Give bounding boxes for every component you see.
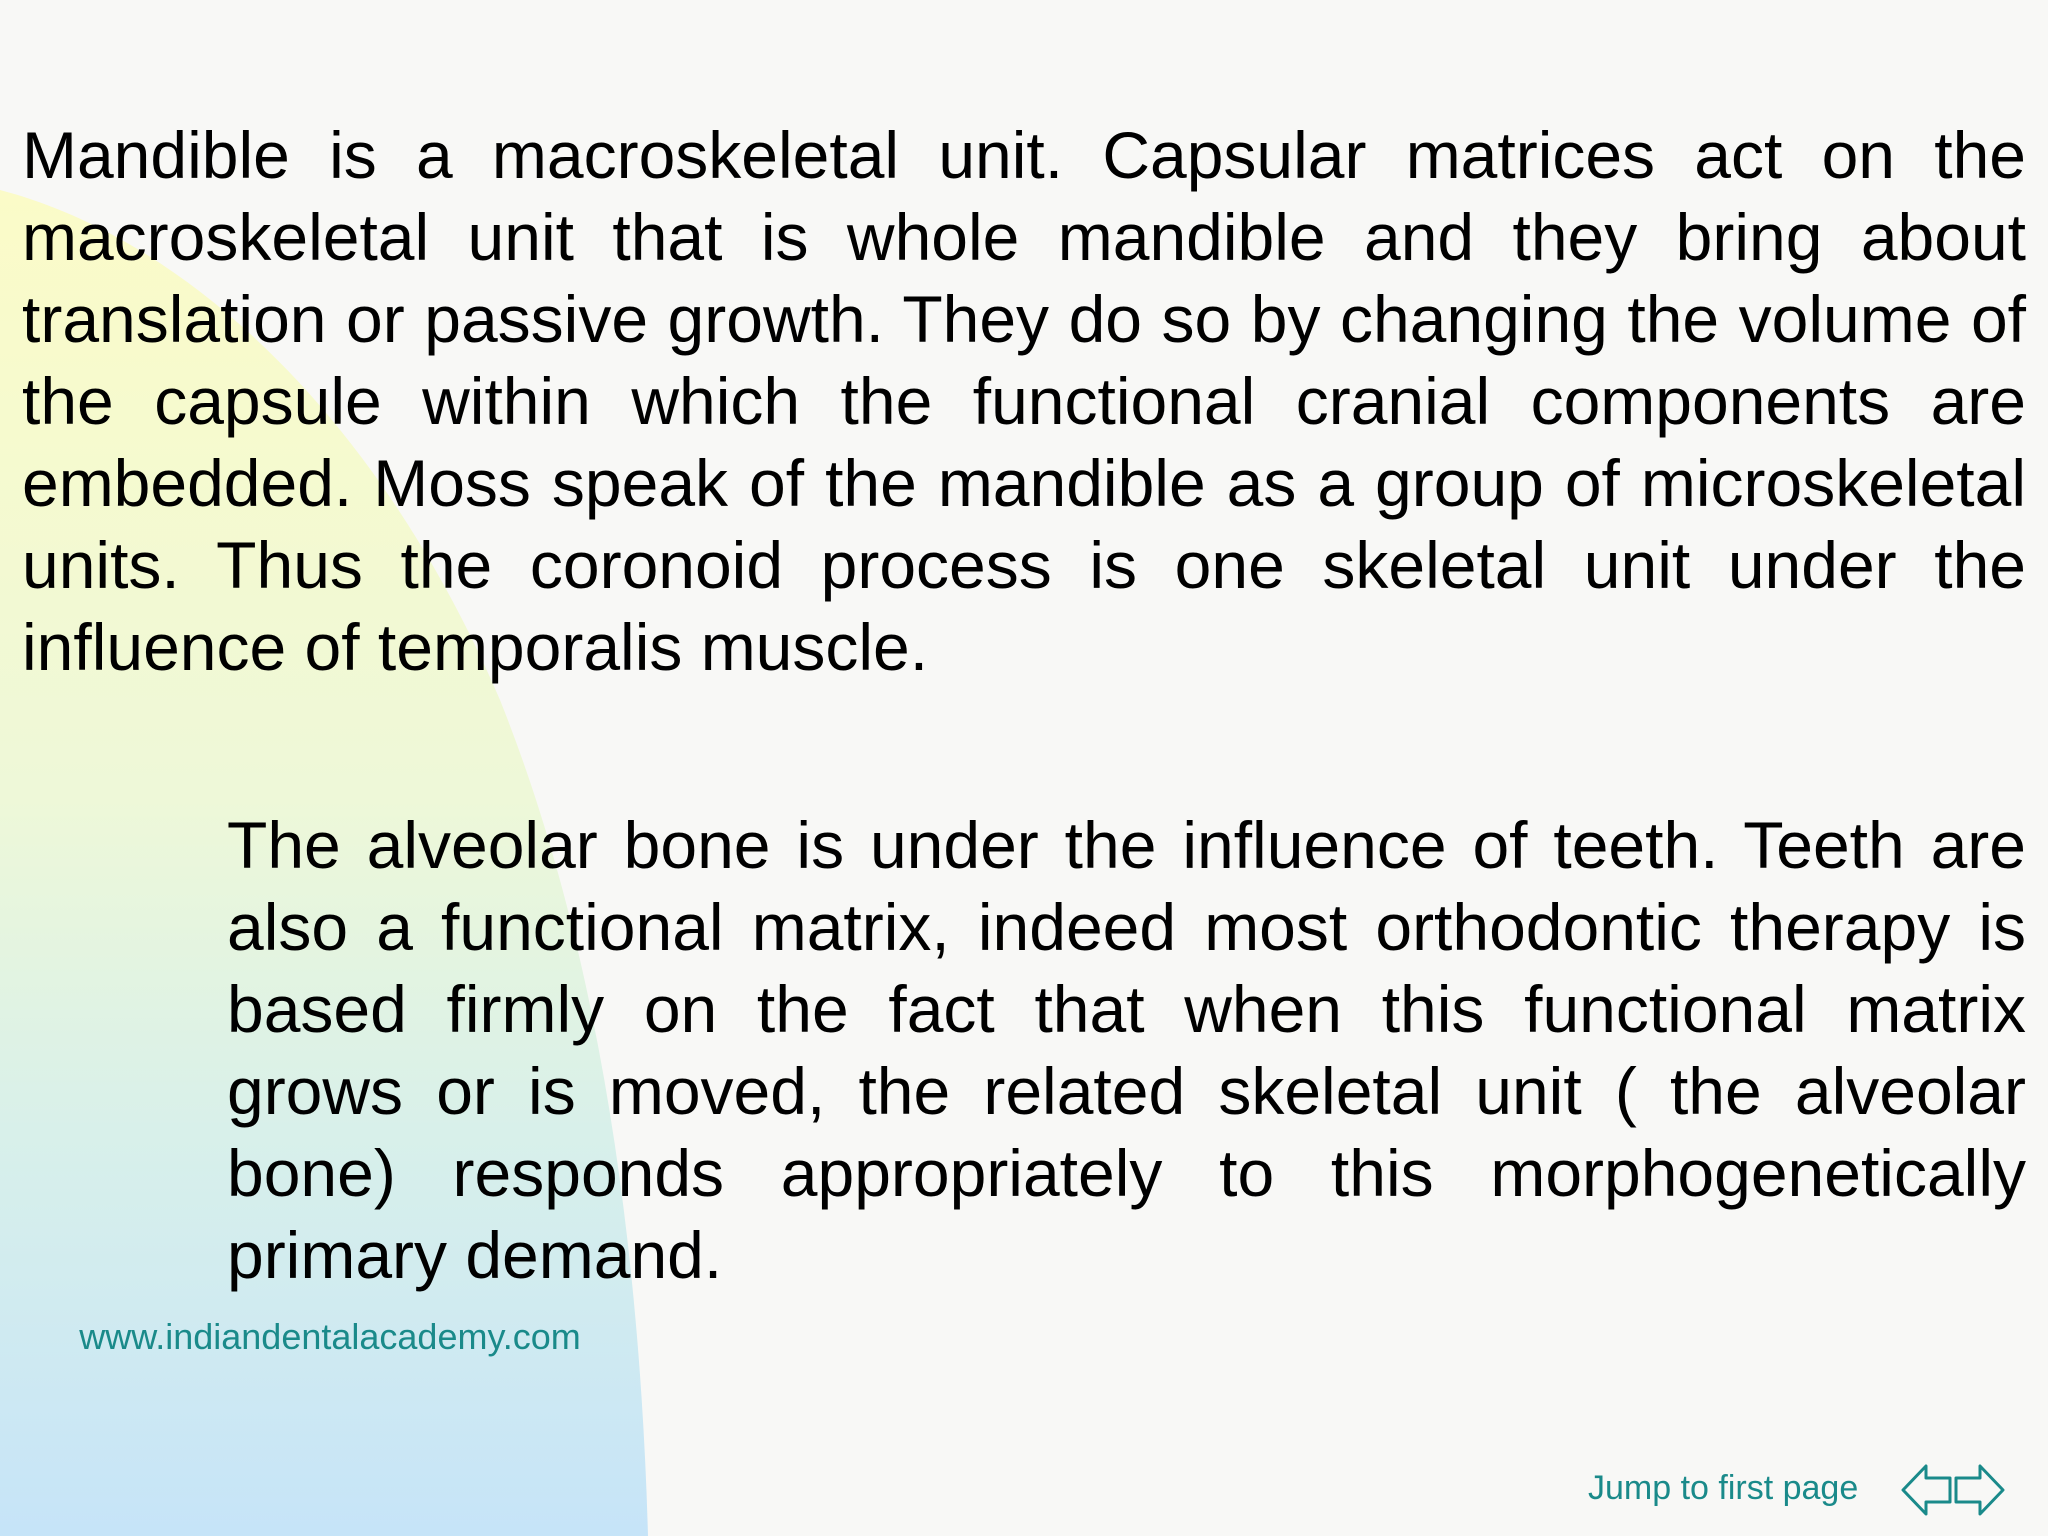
arrow-right-outline-icon[interactable] — [1953, 1460, 2006, 1520]
arrow-left-outline-icon[interactable] — [1900, 1460, 1953, 1520]
jump-to-first-page-link[interactable]: Jump to first page — [1588, 1469, 1859, 1507]
body-paragraph-alveolar-bone: The alveolar bone is under the influence of teeth. Teeth are also a functional matrix, indeed most orthodontic therapy is based firmly on the fact that when this functional matrix grows or is moved, the related skeletal unit ( the alveolar bone) responds appropriately to this morphogenetically primary demand. — [227, 808, 2026, 1292]
website-url[interactable]: www.indiandentalacademy.com — [79, 1316, 581, 1357]
slide-navigation — [1900, 1460, 2006, 1520]
body-paragraph-macroskeletal: Mandible is a macroskeletal unit. Capsular matrices act on the macroskeletal unit that is whole mandible and they bring about translation or passive growth. They do so by changing the volume of the capsule within which the functional cranial components are embedded. Moss speak of the mandible as a group of microskeletal units. Thus the coronoid process is one skeletal unit under the influence of temporalis muscle. — [22, 118, 2026, 684]
